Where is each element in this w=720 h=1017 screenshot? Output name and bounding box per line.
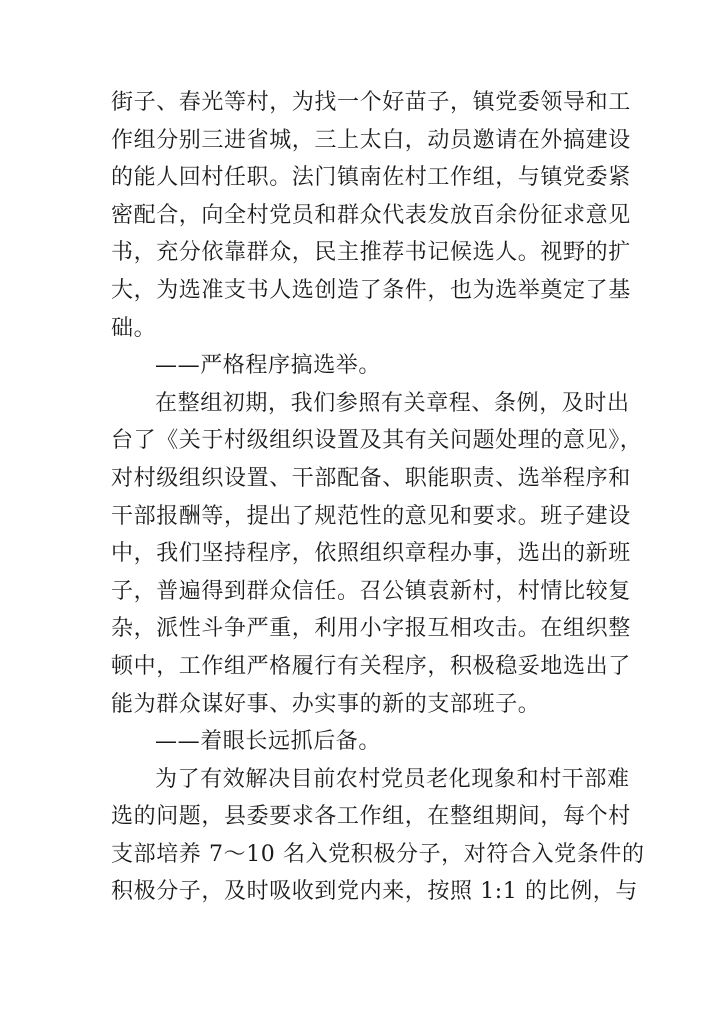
text-line: 杂，派性斗争严重，利用小字报互相攻击。在组织整 (111, 616, 631, 642)
text-line: 书，充分依靠群众，民主推荐书记候选人。视野的扩 (111, 240, 631, 266)
text-line: 支部培养 7～10 名入党积极分子，对符合入党条件的 (111, 841, 645, 867)
text-line: 作组分别三进省城，三上太白，动员邀请在外搞建设 (111, 127, 631, 153)
text-line: 为了有效解决目前农村党员老化现象和村干部难 (155, 766, 630, 792)
section-heading (111, 347, 611, 385)
text-line: 顿中，工作组严格履行有关程序，积极稳妥地选出了 (111, 653, 631, 679)
text-line: ——着眼长远抓后备。 (155, 729, 382, 755)
text-line: 的能人回村任职。法门镇南佐村工作组，与镇党委紧 (111, 165, 631, 191)
section-heading (111, 723, 611, 761)
text-line: ——严格程序搞选举。 (155, 353, 382, 379)
text-line: 础。 (111, 315, 157, 341)
text-line: 积极分子，及时吸收到党内来，按照 1:1 的比例，与 (111, 879, 638, 905)
text-line: 能为群众谋好事、办实事的新的支部班子。 (111, 691, 541, 717)
text-line: 街子、春光等村，为找一个好苗子，镇党委领导和工 (111, 90, 631, 115)
text-line: 台了《关于村级组织设置及其有关问题处理的意见》， (111, 428, 643, 454)
text-line: 干部报酬等，提出了规范性的意见和要求。班子建设 (111, 503, 631, 529)
paragraph (111, 761, 645, 911)
paragraph (111, 385, 643, 723)
text-line: 中，我们坚持程序，依照组织章程办事，选出的新班 (111, 541, 631, 567)
text-line: 对村级组织设置、干部配备、职能职责、选举程序和 (111, 465, 631, 491)
document-body (111, 84, 645, 911)
text-line: 子，普遍得到群众信任。召公镇袁新村，村情比较复 (111, 578, 631, 604)
paragraph (111, 84, 631, 347)
text-line: 在整组初期，我们参照有关章程、条例，及时出 (155, 390, 630, 416)
text-line: 选的问题，县委要求各工作组，在整组期间，每个村 (111, 804, 631, 830)
text-line: 大，为选准支书人选创造了条件，也为选举奠定了基 (111, 277, 631, 303)
text-line: 密配合，向全村党员和群众代表发放百余份征求意见 (111, 202, 631, 228)
